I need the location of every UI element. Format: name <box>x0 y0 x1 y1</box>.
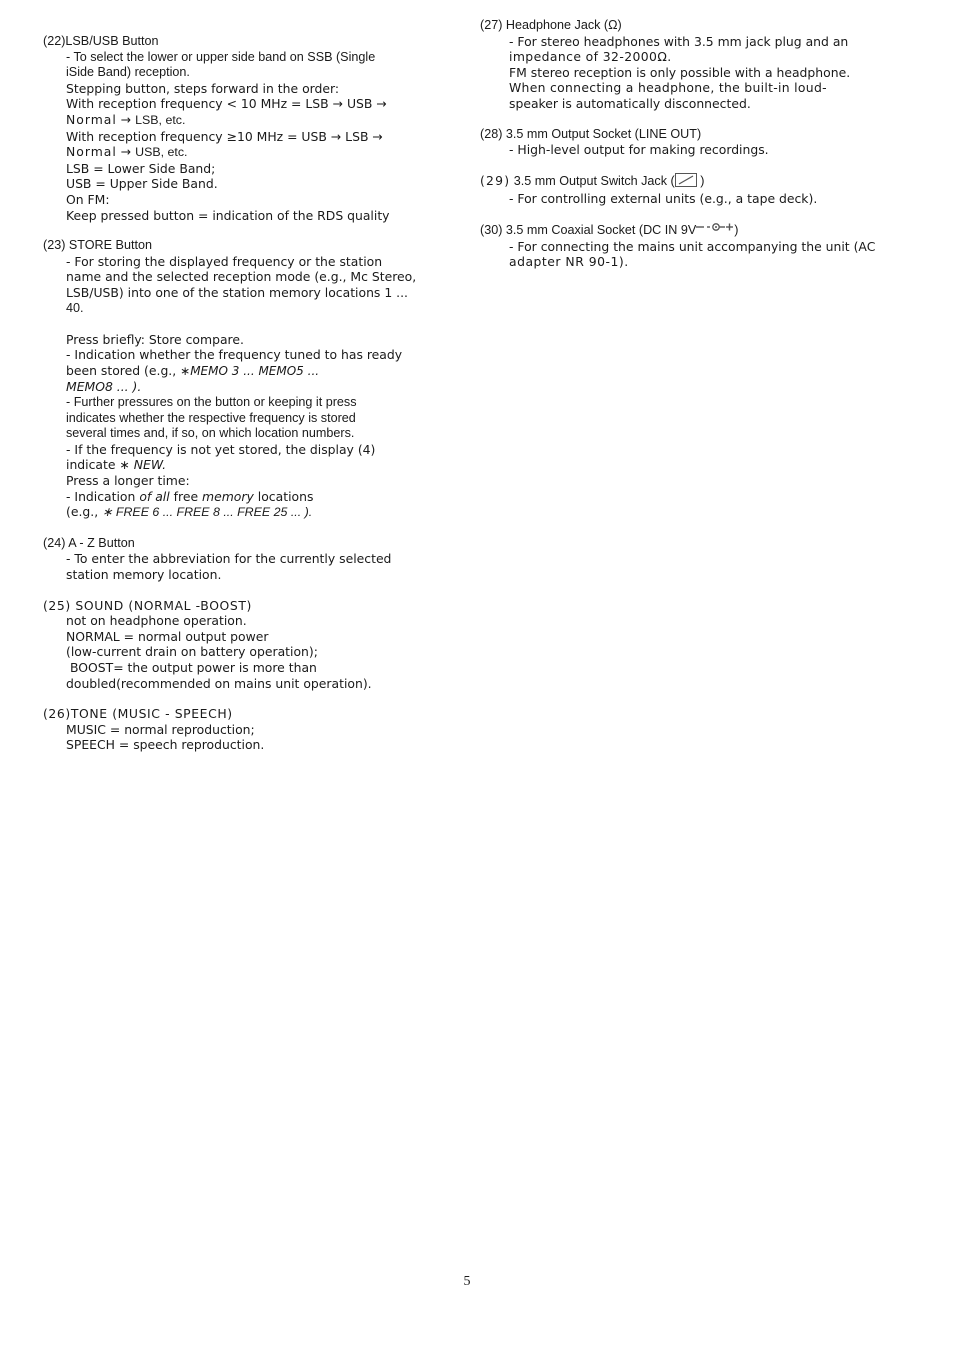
text-fragment: Normal <box>66 111 117 127</box>
text-line: (low-current drain on battery operation); <box>66 644 318 660</box>
section-28-line-out <box>480 127 920 158</box>
text-line <box>43 112 463 129</box>
text-line: doubled(recommended on mains unit operation). <box>66 675 372 691</box>
arrow-right-icon: → <box>376 96 387 112</box>
text-fragment: - Indication <box>66 488 136 504</box>
text-line <box>43 96 463 112</box>
heading-suffix: ) <box>734 222 739 237</box>
text-fragment: LSB, etc. <box>135 112 186 127</box>
text-line: SPEECH = speech reproduction. <box>66 737 265 753</box>
section-23-store-button <box>43 238 463 521</box>
new-example: ∗ NEW. <box>119 457 167 473</box>
text-line: indicates whether the respective frequency is stored <box>66 410 356 425</box>
text-line <box>43 457 463 473</box>
free-example: ∗ FREE 6 ... FREE 8 ... FREE 25 ... ). <box>102 505 313 520</box>
arrow-right-icon: → <box>330 128 342 144</box>
text-fragment: memory <box>202 488 254 504</box>
text-line <box>43 363 463 380</box>
text-line: - If the frequency is not yet stored, the display (4) <box>66 441 376 457</box>
dc-polarity-icon <box>696 222 734 238</box>
text-line: not on headphone operation. <box>66 613 247 629</box>
text-line: - Further pressures on the button or keeping it press <box>66 395 357 410</box>
section-27-headphone-jack <box>480 18 920 112</box>
text-line: FM stereo reception is only possible with a headphone. <box>509 64 851 80</box>
text-fragment: (e.g., <box>66 504 99 520</box>
section-29-output-switch-jack <box>480 173 920 207</box>
text-fragment: With reception frequency < 10 MHz = LSB <box>66 96 329 112</box>
section-heading: (24) A - Z Button <box>43 535 135 550</box>
text-fragment: With reception frequency ≥10 MHz = USB <box>66 128 327 144</box>
arrow-right-icon: → <box>120 144 132 160</box>
text-fragment: locations <box>257 488 314 504</box>
text-line: USB = Upper Side Band. <box>66 176 218 192</box>
text-line: station memory location. <box>66 567 222 582</box>
text-fragment: free <box>173 488 199 504</box>
section-heading <box>480 222 920 239</box>
text-line: Press briefly: Store compare. <box>66 331 244 347</box>
text-line: Press a longer time: <box>66 473 190 489</box>
text-line: - For stereo headphones with 3.5 mm jack plug and an <box>509 33 849 49</box>
text-line <box>43 504 463 521</box>
heading-number: (29) <box>480 172 511 188</box>
text-line: Stepping button, steps forward in the order: <box>66 80 340 96</box>
switch-jack-icon <box>675 173 697 192</box>
section-heading: (28) 3.5 mm Output Socket (LINE OUT) <box>480 126 702 141</box>
text-line: MEMO8 ... ). <box>66 379 142 395</box>
arrow-right-icon: → <box>120 111 132 127</box>
text-line: - High-level output for making recordings. <box>509 142 769 158</box>
section-26-tone <box>43 706 463 753</box>
section-heading <box>480 173 920 192</box>
text-fragment: been stored (e.g., <box>66 362 177 378</box>
text-line: On FM: <box>66 191 110 207</box>
text-line: - To select the lower or upper side band on SSB (Single <box>66 49 376 64</box>
memo-example: ∗MEMO 3 ... MEMO5 ... <box>180 363 320 378</box>
text-line: speaker is automatically disconnected. <box>509 95 751 111</box>
section-30-coaxial-socket <box>480 222 920 270</box>
section-heading: (27) Headphone Jack (Ω) <box>480 18 622 32</box>
text-line: - For controlling external units (e.g., a tape deck). <box>509 191 818 207</box>
left-column <box>43 34 463 768</box>
text-line <box>43 129 463 145</box>
text-line: LSB = Lower Side Band; <box>66 160 216 176</box>
text-line <box>43 144 463 161</box>
text-line: - Indication whether the frequency tuned to has ready <box>66 347 403 363</box>
text-fragment: USB, etc. <box>135 145 188 160</box>
text-line: Keep pressed button = indication of the RDS quality <box>66 207 390 223</box>
text-line: 40. <box>66 300 84 315</box>
spacer <box>43 316 463 332</box>
text-line: - To enter the abbreviation for the currently selected <box>66 551 392 567</box>
arrow-right-icon: → <box>372 128 383 144</box>
text-fragment: of all <box>139 488 170 504</box>
section-heading: (25) SOUND (NORMAL -BOOST) <box>43 597 252 613</box>
text-fragment: USB <box>346 96 373 112</box>
text-fragment: Normal <box>66 144 117 160</box>
arrow-right-icon: → <box>332 96 343 112</box>
section-24-a-z-button <box>43 536 463 583</box>
text-line: MUSIC = normal reproduction; <box>66 721 255 737</box>
text-line: impedance of 32-2000Ω. <box>509 49 672 65</box>
heading-suffix: ) <box>700 173 705 188</box>
right-column <box>480 18 920 285</box>
section-25-sound <box>43 598 463 692</box>
text-line: - For connecting the mains unit accompanying the unit (AC <box>509 238 876 254</box>
text-line: - For storing the displayed frequency or the station <box>66 253 383 269</box>
text-line: several times and, if so, on which location numbers. <box>66 426 355 441</box>
text-fragment: indicate <box>66 457 116 473</box>
text-line: adapter NR 90-1). <box>509 254 629 270</box>
section-heading: (23) STORE Button <box>43 238 152 253</box>
text-fragment: LSB <box>345 128 369 144</box>
heading-text: 3.5 mm Output Switch Jack ( <box>513 173 675 188</box>
section-22-lsb-usb-button <box>43 34 463 223</box>
text-line: name and the selected reception mode (e.g., Mc Stereo, <box>66 269 417 285</box>
section-heading: (26)TONE (MUSIC - SPEECH) <box>43 706 233 722</box>
text-line: LSB/USB) into one of the station memory locations 1 ... <box>66 284 408 300</box>
text-line: BOOST= the output power is more than <box>70 659 317 675</box>
section-heading: (22)LSB/USB Button <box>43 34 159 48</box>
text-line: iSide Band) reception. <box>66 65 190 80</box>
page-number: 5 <box>463 1274 471 1289</box>
heading-text: (30) 3.5 mm Coaxial Socket (DC IN 9V <box>480 222 697 237</box>
text-line: When connecting a headphone, the built-in loud- <box>509 80 827 96</box>
text-line: NORMAL = normal output power <box>66 628 269 644</box>
text-line <box>43 489 463 505</box>
